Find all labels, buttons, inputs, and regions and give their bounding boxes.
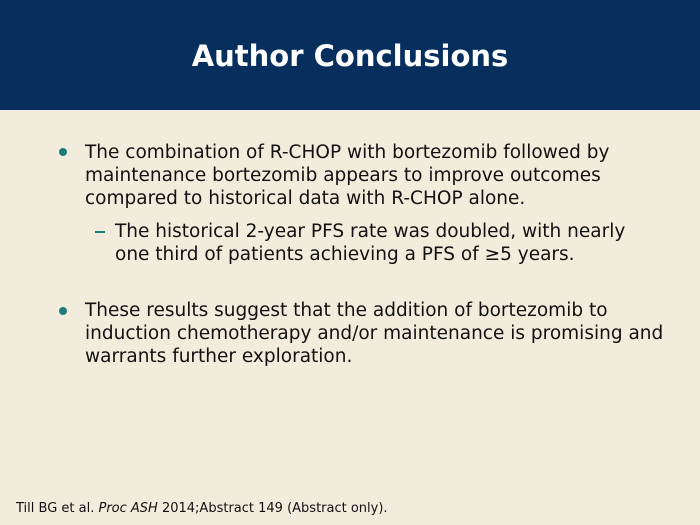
bullet-text: These results suggest that the addition of bortezomib to induction chemotherapy and/or maintenance is promising and warrants further exploration.	[85, 300, 664, 367]
sub-bullet-dash-icon	[95, 231, 105, 233]
bullet-dot-icon	[59, 148, 67, 156]
citation-details: 2014;Abstract 149 (Abstract only).	[161, 501, 388, 516]
title-banner	[0, 0, 700, 110]
bullet-text: The combination of R-CHOP with bortezomib followed by maintenance bortezomib appears to improve outcomes compared to historical data with R-CHOP alone.	[85, 142, 610, 209]
sub-bullet-text: The historical 2-year PFS rate was doubled, with nearly one third of patients achieving a PFS of ≥5 years.	[115, 221, 626, 265]
bullet-item-2	[85, 299, 665, 368]
slide-title: Author Conclusions	[191, 39, 509, 73]
citation-authors: Till BG et al.	[16, 501, 95, 516]
citation	[16, 500, 388, 517]
sub-bullet-item-1	[115, 220, 635, 266]
bullet-dot-icon	[59, 307, 67, 315]
bullet-item-1	[85, 141, 665, 210]
citation-journal: Proc ASH	[98, 501, 158, 516]
